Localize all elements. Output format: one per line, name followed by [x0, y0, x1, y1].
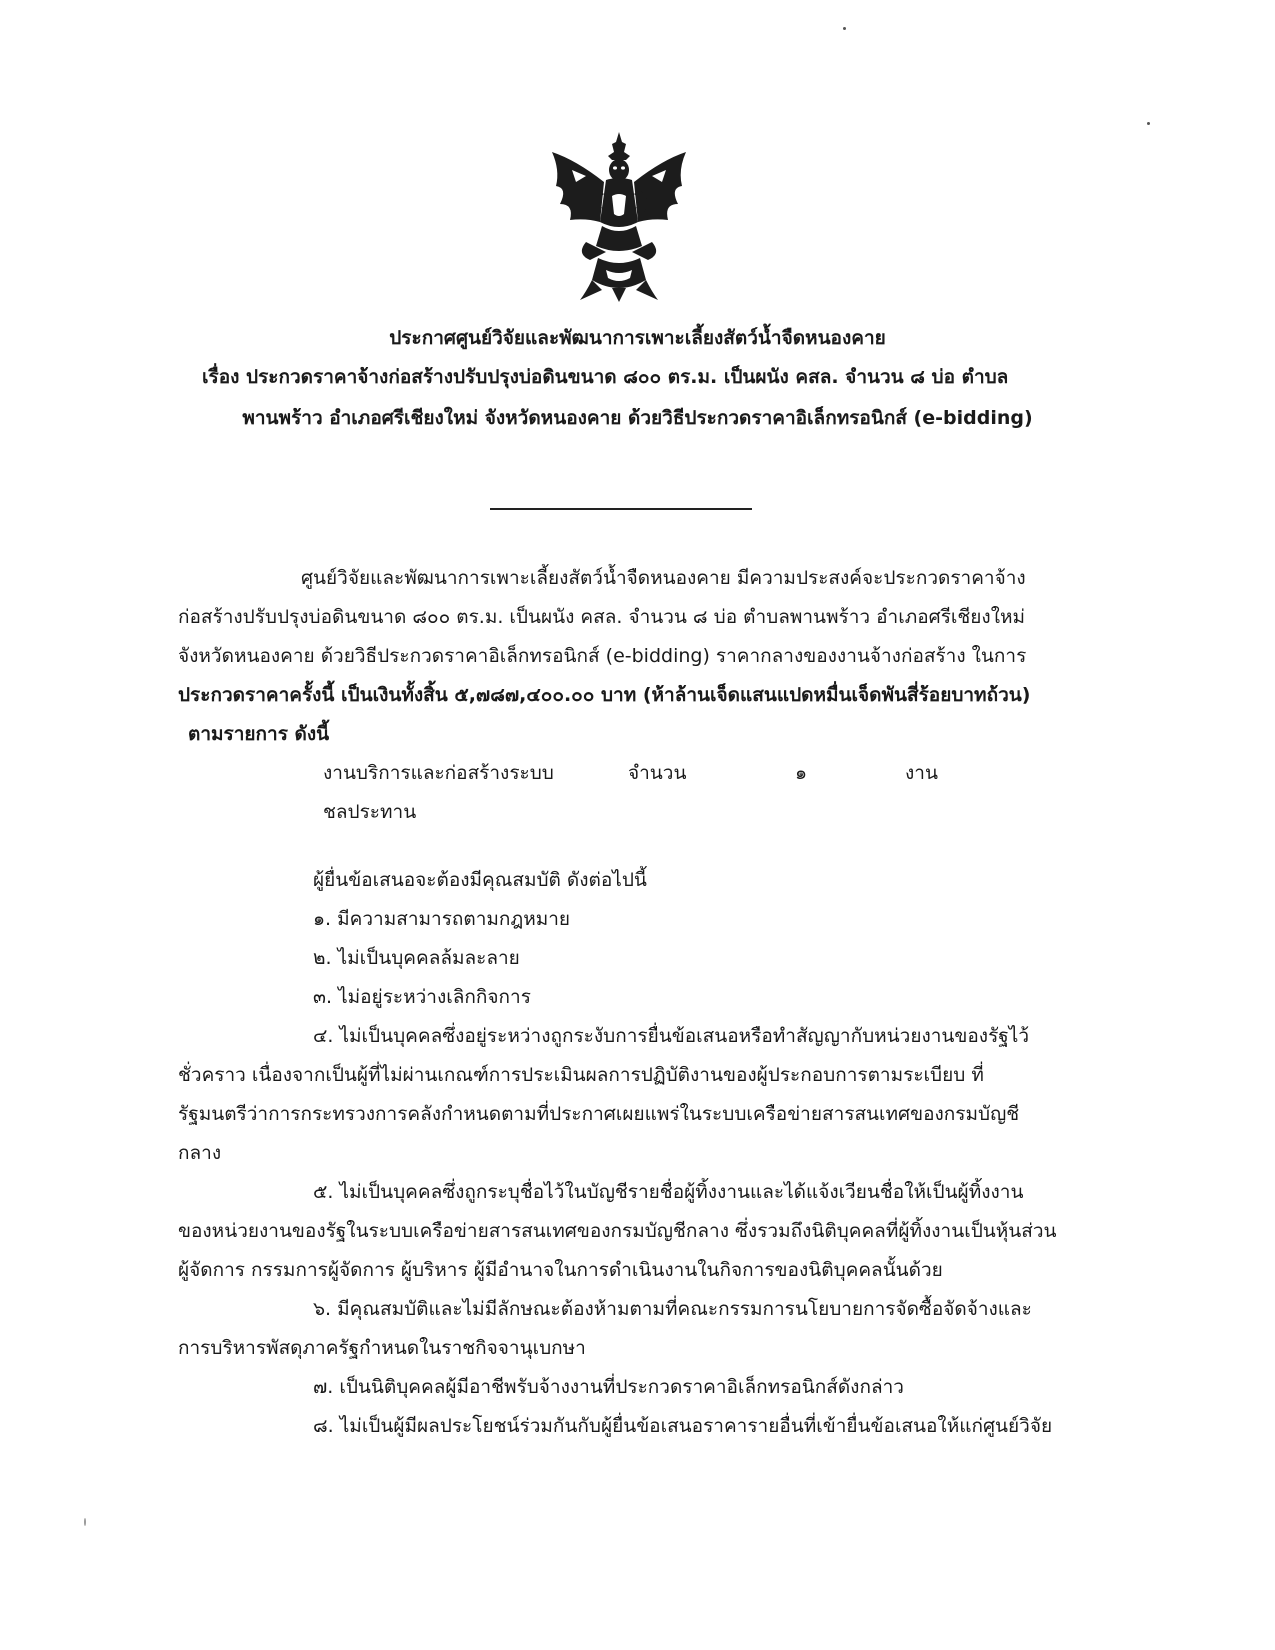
qualification-2: ๒. ไม่เป็นบุคคลล้มละลาย — [313, 947, 520, 969]
qualification-3: ๓. ไม่อยู่ระหว่างเลิกกิจการ — [313, 986, 531, 1008]
qualification-5-line3: ผู้จัดการ กรรมการผู้จัดการ ผู้บริหาร ผู้มีอำนาจในการดำเนินงานในกิจการของนิติบุคคลนั้นด้วย — [178, 1259, 943, 1281]
item-name-line1: งานบริการและก่อสร้างระบบ — [323, 762, 554, 784]
qualification-7: ๗. เป็นนิติบุคคลผู้มีอาชีพรับจ้างงานที่ประกวดราคาอิเล็กทรอนิกส์ดังกล่าว — [313, 1376, 904, 1398]
qualification-4-line4: กลาง — [178, 1142, 222, 1164]
subject-text-line1: ประกวดราคาจ้างก่อสร้างปรับปรุงบ่อดินขนาด ๘๐๐ ตร.ม. เป็นผนัง คสล. จำนวน ๘ บ่อ ตำบล — [246, 366, 1009, 388]
item-name-line2: ชลประทาน — [323, 801, 417, 823]
announcement-subject-line2: พานพร้าว อำเภอศรีเชียงใหม่ จังหวัดหนองคาย ด้วยวิธีประกวดราคาอิเล็กทรอนิกส์ (e-bidding) — [242, 407, 1033, 429]
scan-speck — [1147, 122, 1150, 125]
qualification-1: ๑. มีความสามารถตามกฎหมาย — [313, 908, 571, 930]
item-unit: งาน — [905, 762, 938, 784]
qualification-4-line3: รัฐมนตรีว่าการกระทรวงการคลังกำหนดตามที่ประกาศเผยแพร่ในระบบเครือข่ายสารสนเทศของกรมบัญชี — [178, 1103, 1020, 1125]
item-qty-label: จำนวน — [628, 762, 687, 784]
qualification-6-line2: การบริหารพัสดุภาครัฐกำหนดในราชกิจจานุเบกษา — [178, 1337, 586, 1359]
intro-line-2: ก่อสร้างปรับปรุงบ่อดินขนาด ๘๐๐ ตร.ม. เป็นผนัง คสล. จำนวน ๘ บ่อ ตำบลพานพร้าว อำเภอศรีเชียงใหม่ — [178, 606, 1026, 628]
intro-line-3: จังหวัดหนองคาย ด้วยวิธีประกวดราคาอิเล็กทรอนิกส์ (e-bidding) ราคากลางของงานจ้างก่อสร้าง ในการ — [178, 645, 1027, 667]
garuda-emblem-icon — [546, 130, 692, 302]
qualification-4-line2: ชั่วคราว เนื่องจากเป็นผู้ที่ไม่ผ่านเกณฑ์การประเมินผลการปฏิบัติงานของผู้ประกอบการตามระเบียบ ที่ — [178, 1064, 984, 1086]
qualification-4-line1: ๔. ไม่เป็นบุคคลซึ่งอยู่ระหว่างถูกระงับการยื่นข้อเสนอหรือทำสัญญากับหน่วยงานของรัฐไว้ — [313, 1025, 1029, 1047]
qualification-6-line1: ๖. มีคุณสมบัติและไม่มีลักษณะต้องห้ามตามที่คณะกรรมการนโยบายการจัดซื้อจัดจ้างและ — [313, 1298, 1032, 1320]
scan-speck — [84, 1518, 86, 1526]
intro-line-4: ประกวดราคาครั้งนี้ เป็นเงินทั้งสิ้น ๕,๗๘๗,๔๐๐.๐๐ บาท (ห้าล้านเจ็ดแสนแปดหมื่นเจ็ดพันสี่ร้อยบาทถ้วน) — [178, 684, 1031, 706]
item-qty: ๑ — [795, 762, 808, 784]
qualification-5-line2: ของหน่วยงานของรัฐในระบบเครือข่ายสารสนเทศของกรมบัญชีกลาง ซึ่งรวมถึงนิติบุคคลที่ผู้ทิ้งงานเป็นหุ้นส่วน — [178, 1220, 1057, 1242]
qualification-5-line1: ๕. ไม่เป็นบุคคลซึ่งถูกระบุชื่อไว้ในบัญชีรายชื่อผู้ทิ้งงานและได้แจ้งเวียนชื่อให้เป็นผู้ทิ้งงาน — [313, 1181, 1024, 1203]
announcement-subject-line1 — [202, 364, 1008, 390]
qualification-8: ๘. ไม่เป็นผู้มีผลประโยชน์ร่วมกันกับผู้ยื่นข้อเสนอราคารายอื่นที่เข้ายื่นข้อเสนอให้แก่ศูนย์วิจัย — [313, 1415, 1053, 1437]
intro-line-5: ตามรายการ ดังนี้ — [188, 723, 330, 745]
subject-label: เรื่อง — [202, 366, 240, 388]
qualifications-heading: ผู้ยื่นข้อเสนอจะต้องมีคุณสมบัติ ดังต่อไปนี้ — [313, 869, 647, 891]
header-divider — [490, 508, 752, 510]
scan-speck — [843, 27, 846, 30]
announcement-title: ประกาศศูนย์วิจัยและพัฒนาการเพาะเลี้ยงสัตว์น้ำจืดหนองคาย — [389, 327, 886, 349]
intro-line-1: ศูนย์วิจัยและพัฒนาการเพาะเลี้ยงสัตว์น้ำจืดหนองคาย มีความประสงค์จะประกวดราคาจ้าง — [301, 567, 1026, 589]
